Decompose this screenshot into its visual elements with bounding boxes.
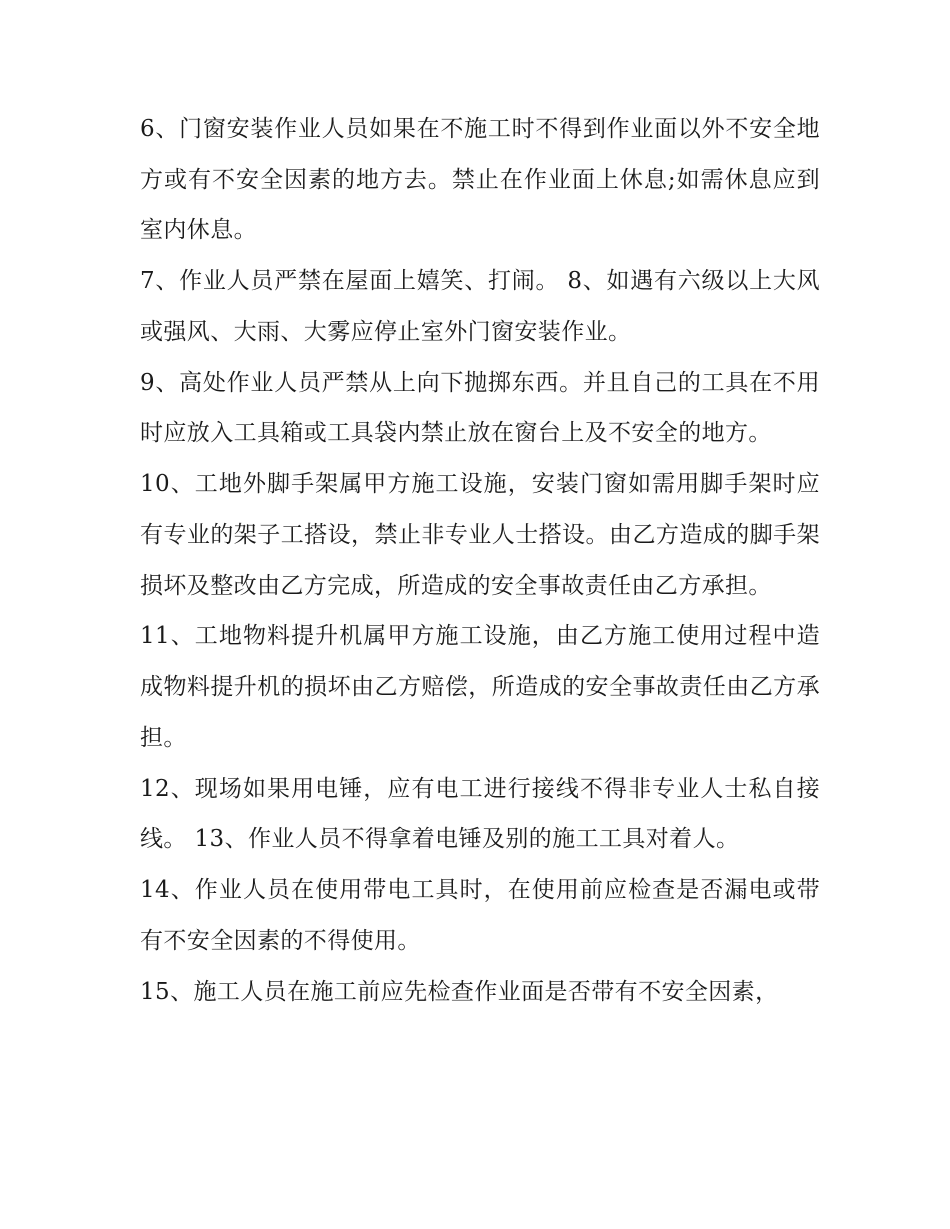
paragraph-item-10: 10、工地外脚手架属甲方施工设施，安装门窗如需用脚手架时应有专业的架子工搭设，禁止非专业人士搭设。由乙方造成的脚手架损坏及整改由乙方完成，所造成的安全事故责任由乙方承担。 — [140, 471, 820, 599]
paragraph-item-9: 9、高处作业人员严禁从上向下抛掷东西。并且自己的工具在不用时应放入工具箱或工具袋内禁止放在窗台上及不安全的地方。 — [140, 369, 820, 447]
paragraph-item-11: 11、工地物料提升机属甲方施工设施，由乙方施工使用过程中造成物料提升机的损坏由乙方赔偿，所造成的安全事故责任由乙方承担。 — [140, 623, 820, 751]
document-body — [140, 104, 820, 1017]
paragraph-item-6: 6、门窗安装作业人员如果在不施工时不得到作业面以外不安全地方或有不安全因素的地方去。禁止在作业面上休息;如需休息应到室内休息。 — [140, 116, 820, 244]
paragraph-item-12-13: 12、现场如果用电锤，应有电工进行接线不得非专业人士私自接线。 13、作业人员不得拿着电锤及别的施工工具对着人。 — [140, 775, 820, 853]
paragraph-item-7-8: 7、作业人员严禁在屋面上嬉笑、打闹。 8、如遇有六级以上大风或强风、大雨、大雾应停止室外门窗安装作业。 — [140, 268, 820, 345]
paragraph-item-15: 15、施工人员在施工前应先检查作业面是否带有不安全因素， — [140, 978, 779, 1005]
paragraph-item-14: 14、作业人员在使用带电工具时，在使用前应检查是否漏电或带有不安全因素的不得使用。 — [140, 877, 820, 954]
